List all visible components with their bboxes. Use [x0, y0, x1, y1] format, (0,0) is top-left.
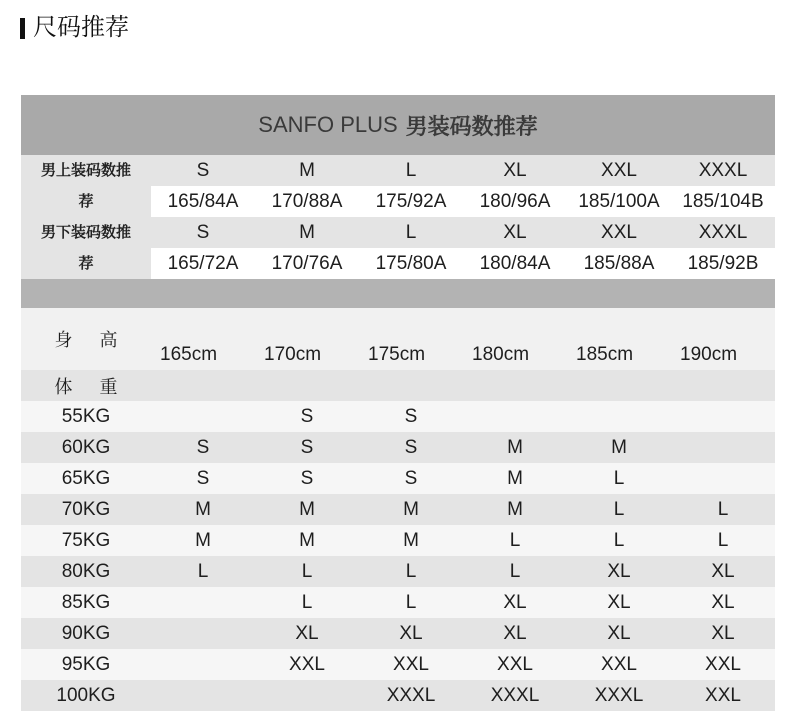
size-cell: M	[403, 498, 419, 520]
weight-row	[21, 618, 775, 649]
size-cell: L	[613, 467, 625, 489]
bottom-wear-label-line: 荐	[78, 255, 94, 272]
size-cell: M	[299, 498, 315, 520]
size-cell: S	[196, 436, 210, 458]
height-cell: 180cm	[472, 344, 530, 365]
measure-cell: 180/84A	[463, 248, 567, 279]
size-cell: XL	[463, 155, 567, 186]
size-cell: XXL	[567, 217, 671, 248]
brand-name: SANFO PLUS	[258, 112, 398, 137]
size-cell: XL	[607, 591, 631, 613]
size-cell: XXXL	[594, 684, 644, 706]
section-divider	[21, 279, 775, 308]
weight-row	[21, 432, 775, 463]
measure-cell: 165/72A	[151, 248, 255, 279]
size-cell	[671, 401, 775, 432]
size-cell: M	[611, 436, 627, 458]
size-cell: XXL	[289, 653, 325, 675]
weight-value: 70KG	[61, 498, 111, 520]
size-cell: M	[299, 529, 315, 551]
weight-row	[21, 494, 775, 525]
measure-cell: 185/100A	[567, 186, 671, 217]
size-cell: S	[300, 467, 314, 489]
size-cell: XL	[711, 622, 735, 644]
size-cell: S	[404, 405, 418, 427]
size-cell: XXL	[705, 684, 741, 706]
size-cell: XXXL	[490, 684, 540, 706]
size-cell: M	[403, 529, 419, 551]
size-cell: L	[613, 529, 625, 551]
size-cell: XL	[463, 217, 567, 248]
section-title-text: 尺码推荐	[33, 14, 129, 41]
size-cell	[671, 463, 775, 494]
size-cell: XXXL	[386, 684, 436, 706]
size-cell: L	[717, 498, 729, 520]
size-cell: M	[507, 498, 523, 520]
size-cell: XXL	[497, 653, 533, 675]
size-cell: L	[613, 498, 625, 520]
size-chart-table	[21, 95, 775, 711]
top-wear-label-line: 荐	[78, 193, 94, 210]
size-cell: L	[509, 560, 521, 582]
size-cell	[255, 680, 359, 711]
size-cell	[463, 401, 567, 432]
bottom-wear-label-line: 男下装码数推	[40, 224, 131, 241]
size-cell: XL	[399, 622, 423, 644]
weight-row	[21, 556, 775, 587]
weight-row	[21, 463, 775, 494]
weight-row	[21, 525, 775, 556]
size-cell: XL	[711, 591, 735, 613]
weight-header-row	[21, 370, 775, 401]
size-cell	[567, 401, 671, 432]
size-cell	[151, 401, 255, 432]
size-cell: S	[151, 155, 255, 186]
measure-cell: 185/104B	[671, 186, 775, 217]
section-title	[20, 14, 129, 42]
size-cell: S	[404, 436, 418, 458]
bottom-wear-group	[21, 217, 775, 279]
title-marker-bar	[20, 18, 25, 39]
size-cell: XXL	[567, 155, 671, 186]
size-cell: XXL	[601, 653, 637, 675]
size-cell: L	[405, 560, 417, 582]
measure-cell: 185/88A	[567, 248, 671, 279]
size-cell: XL	[503, 622, 527, 644]
weight-row	[21, 649, 775, 680]
size-cell: S	[151, 217, 255, 248]
size-cell: M	[255, 155, 359, 186]
size-cell: L	[197, 560, 209, 582]
size-cell: XXL	[705, 653, 741, 675]
measure-cell: 180/96A	[463, 186, 567, 217]
weight-value: 100KG	[56, 684, 116, 706]
size-cell: XL	[607, 560, 631, 582]
size-cell: XL	[503, 591, 527, 613]
size-cell: XL	[711, 560, 735, 582]
size-cell: S	[300, 436, 314, 458]
size-cell: L	[509, 529, 521, 551]
size-cell: S	[300, 405, 314, 427]
measure-cell: 185/92B	[671, 248, 775, 279]
size-cell: M	[195, 498, 211, 520]
bottom-wear-label	[21, 217, 151, 279]
size-cell: L	[301, 591, 313, 613]
size-cell: L	[301, 560, 313, 582]
weight-value: 75KG	[61, 529, 111, 551]
height-cell: 165cm	[160, 344, 218, 365]
weight-value: 90KG	[61, 622, 111, 644]
size-cell: M	[255, 217, 359, 248]
size-cell: L	[717, 529, 729, 551]
weight-value: 65KG	[61, 467, 111, 489]
measure-cell: 175/80A	[359, 248, 463, 279]
measure-cell: 165/84A	[151, 186, 255, 217]
height-header-row	[21, 308, 775, 370]
top-wear-group	[21, 155, 775, 217]
size-cell	[151, 680, 255, 711]
size-cell: XXXL	[671, 155, 775, 186]
table-heading: 男装码数推荐	[405, 113, 538, 139]
height-cell: 190cm	[680, 344, 738, 365]
measure-cell: 175/92A	[359, 186, 463, 217]
size-cell: S	[404, 467, 418, 489]
size-cell: M	[507, 436, 523, 458]
size-cell: XXXL	[671, 217, 775, 248]
size-cell: L	[359, 217, 463, 248]
weight-label: 体 重	[54, 376, 118, 397]
weight-value: 60KG	[61, 436, 111, 458]
size-cell	[151, 587, 255, 618]
height-label: 身 高	[54, 330, 118, 350]
weight-row	[21, 680, 775, 711]
measure-cell: 170/88A	[255, 186, 359, 217]
size-cell: M	[195, 529, 211, 551]
height-cell: 185cm	[576, 344, 634, 365]
size-cell: S	[196, 467, 210, 489]
size-cell: XL	[295, 622, 319, 644]
size-cell	[671, 432, 775, 463]
weight-value: 55KG	[61, 405, 111, 427]
weight-row	[21, 587, 775, 618]
measure-cell: 170/76A	[255, 248, 359, 279]
height-cell: 175cm	[368, 344, 426, 365]
size-cell: M	[507, 467, 523, 489]
weight-value: 95KG	[61, 653, 111, 675]
weight-value: 85KG	[61, 591, 111, 613]
size-cell: XL	[607, 622, 631, 644]
top-wear-label-line: 男上装码数推	[40, 162, 131, 179]
size-cell: XXL	[393, 653, 429, 675]
size-cell	[151, 618, 255, 649]
weight-value: 80KG	[61, 560, 111, 582]
height-cell: 170cm	[264, 344, 322, 365]
size-cell	[151, 649, 255, 680]
weight-row	[21, 401, 775, 432]
size-cell: L	[359, 155, 463, 186]
top-wear-label	[21, 155, 151, 217]
size-cell: L	[405, 591, 417, 613]
table-header	[21, 95, 775, 155]
